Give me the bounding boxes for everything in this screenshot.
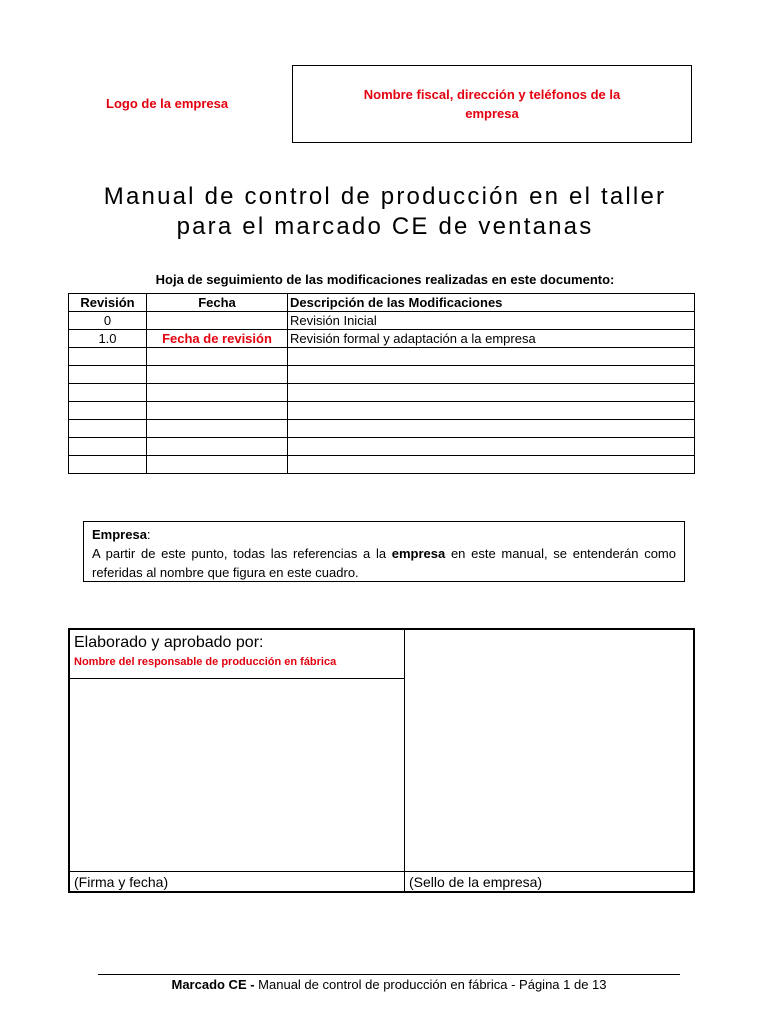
cell-fecha: [147, 348, 288, 366]
cell-descripcion: [288, 438, 695, 456]
cell-fecha: [147, 456, 288, 474]
document-title: [40, 182, 730, 242]
empresa-note-label: Empresa: [92, 527, 147, 542]
company-info-placeholder: Nombre fiscal, dirección y teléfonos de la empresa: [363, 87, 621, 121]
column-header-revision: Revisión: [69, 294, 147, 312]
table-row: [69, 420, 695, 438]
cell-revision: [69, 366, 147, 384]
table-row: [69, 384, 695, 402]
empresa-note-text-before: A partir de este punto, todas las referencias a la: [92, 546, 392, 561]
approval-divider-name: [70, 678, 404, 679]
signature-label: (Firma y fecha): [74, 874, 169, 890]
table-row: [69, 348, 695, 366]
approval-divider-vertical: [404, 630, 405, 891]
column-header-descripcion: Descripción de las Modificaciones: [288, 294, 695, 312]
revision-table: [68, 293, 695, 474]
document-title-line1: Manual de control de producción en el taller: [103, 183, 667, 210]
footer-divider: [98, 974, 680, 975]
cell-descripcion: Revisión Inicial: [288, 312, 695, 330]
cell-descripcion: [288, 348, 695, 366]
cell-revision: 0: [69, 312, 147, 330]
company-logo-placeholder: Logo de la empresa: [106, 96, 229, 111]
table-row: [69, 312, 695, 330]
cell-revision: 1.0: [69, 330, 147, 348]
table-row: [69, 366, 695, 384]
stamp-label: (Sello de la empresa): [409, 874, 543, 890]
footer-brand: Marcado CE -: [171, 977, 255, 992]
cell-descripcion: [288, 456, 695, 474]
column-header-fecha: Fecha: [147, 294, 288, 312]
cell-fecha: [147, 420, 288, 438]
cell-revision: [69, 402, 147, 420]
cell-fecha: [147, 402, 288, 420]
page-footer: [98, 977, 680, 992]
table-row: [69, 330, 695, 348]
table-row: [69, 402, 695, 420]
table-row: [69, 456, 695, 474]
cell-revision: [69, 384, 147, 402]
cell-fecha: Fecha de revisión: [147, 330, 288, 348]
elaborado-label: Elaborado y aprobado por:: [74, 634, 264, 651]
cell-descripcion: Revisión formal y adaptación a la empresa: [288, 330, 695, 348]
empresa-note-heading: Empresa:: [92, 527, 151, 542]
revision-table-header: [69, 294, 695, 312]
cell-revision: [69, 438, 147, 456]
cell-descripcion: [288, 366, 695, 384]
approval-divider-bottom: [70, 871, 693, 872]
document-title-line2: para el marcado CE de ventanas: [176, 213, 594, 240]
cell-descripcion: [288, 420, 695, 438]
cell-descripcion: [288, 402, 695, 420]
cell-fecha: [147, 312, 288, 330]
cell-revision: [69, 348, 147, 366]
responsible-placeholder: Nombre del responsable de producción en fábrica: [74, 656, 337, 668]
cell-revision: [69, 456, 147, 474]
cell-revision: [69, 420, 147, 438]
approval-box: [68, 628, 695, 893]
cell-fecha: [147, 366, 288, 384]
cell-descripcion: [288, 384, 695, 402]
footer-text: Manual de control de producción en fábrica - Página 1 de 13: [254, 977, 607, 992]
empresa-note-emphasis: empresa: [391, 546, 446, 561]
empresa-note-box: [83, 521, 685, 582]
table-row: [69, 438, 695, 456]
cell-fecha: [147, 384, 288, 402]
cell-fecha: [147, 438, 288, 456]
company-info-box: [292, 65, 692, 143]
revision-table-caption: Hoja de seguimiento de las modificaciones realizadas en este documento:: [155, 272, 615, 287]
empresa-note-text-after: en este manual, se entenderán como referidas al nombre que figura en este cuadro.: [92, 546, 676, 580]
empresa-note-text: [92, 544, 676, 582]
